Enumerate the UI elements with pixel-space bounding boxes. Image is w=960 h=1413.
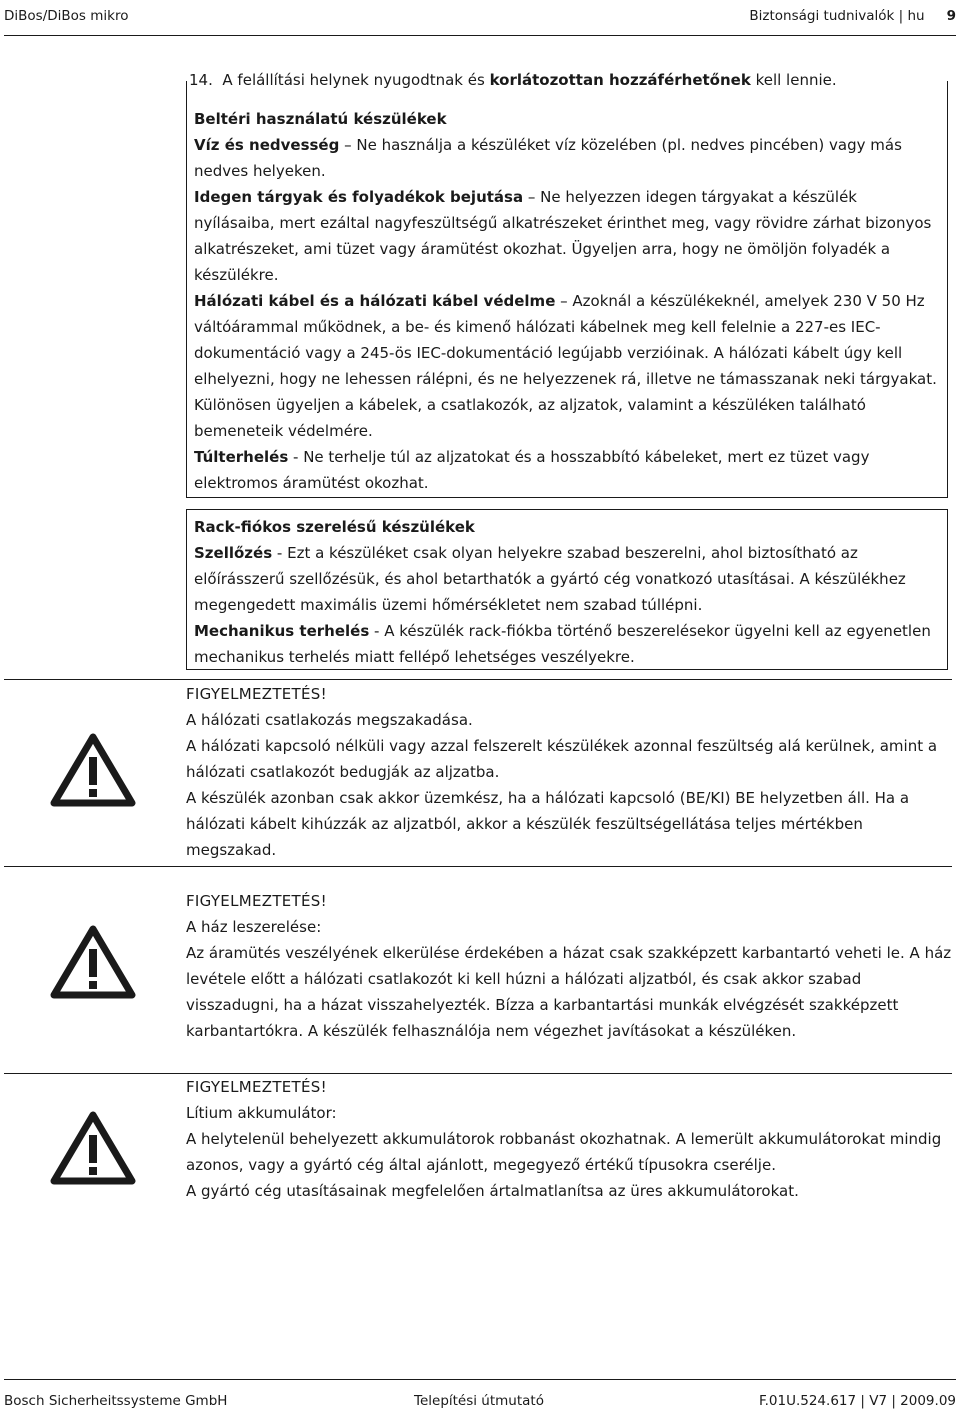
warning-line: Lítium akkumulátor: — [186, 1104, 337, 1122]
header-rule — [4, 35, 956, 36]
water-paragraph: Víz és nedvesség – Ne használja a készüléket víz közelében (pl. nedves pincében) vagy más nedves helyeken. — [194, 136, 902, 180]
warning-separator — [4, 679, 952, 680]
warning-line: A hálózati csatlakozás megszakadása. — [186, 711, 473, 729]
warning-line: A helytelenül behelyezett akkumulátorok robbanást okozhatnak. A lemerült akkumulátorokat mindig azonos, vagy a gyártó cég által ajánlott, megegyező értékű típusokra cserélje. — [186, 1130, 942, 1174]
indoor-heading: Beltéri használatú készülékek — [194, 110, 447, 128]
rack-heading: Rack-fiókos szerelésű készülékek — [194, 518, 475, 536]
power-cable-paragraph: Hálózati kábel és a hálózati kábel védelme – Azoknál a készülékeknél, amelyek 230 V 50 Hz váltóárammal működnek, a be- és kimenő hálózati kábelnek meg kell felelnie a 227-es IEC-dokumentáció vagy a 245-ös IEC-dokumentáció legújabb verzióinak. A hálózati kábelt úgy kell elhelyezni, hogy ne lehessen rálépni, és ne helyezzenek rá, illetve ne támasszanak neki tárgyakat. Különösen ügyeljen a kábelek, a csatlakozók, az aljzatok, valamint a készüléken található bemeneteik védelmére. — [194, 292, 937, 440]
item-text-post: kell lennie. — [750, 71, 837, 89]
footer-doc-title: Telepítési útmutató — [414, 1393, 544, 1409]
item-text-pre: A felállítási helynek nyugodtnak és — [222, 71, 490, 89]
warning-line: A hálózati kapcsoló nélküli vagy azzal felszerelt készülékek azonnal feszültség alá kerülnek, amint a hálózati csatlakozót bedugják az aljzatba. — [186, 737, 938, 781]
item-number: 14. — [189, 71, 213, 89]
section-label: Biztonsági tudnivalók | hu — [749, 8, 925, 24]
warning-block-1 — [186, 681, 956, 863]
warning-title: FIGYELMEZTETÉS! — [186, 685, 327, 703]
foreign-objects-paragraph: Idegen tárgyak és folyadékok bejutása – Ne helyezzen idegen tárgyakat a készülék nyílásaiba, mert ezáltal nagyfeszültségű alkatrészeket érinthet meg, vagy rövidre zárhat bizonyos alkatrészeket, ami tüzet vagy áramütést okozhat. Ügyeljen arra, hogy ne ömöljön folyadék a készülékre. — [194, 188, 932, 284]
warning-separator — [4, 866, 952, 867]
warning-triangle-icon — [50, 1111, 136, 1185]
footer-company: Bosch Sicherheitssysteme GmbH — [4, 1393, 228, 1409]
indoor-devices-box — [186, 81, 948, 498]
warning-line: A készülék azonban csak akkor üzemkész, ha a hálózati kapcsoló (BE/KI) BE helyzetben áll. Ha a hálózati kábelt kihúzzák az aljzatból, akkor a készülék feszültségellátása teljes mértékben megszakad. — [186, 789, 910, 859]
footer-doc-code: F.01U.524.617 | V7 | 2009.09 — [759, 1393, 956, 1409]
page-number: 9 — [946, 8, 956, 24]
overload-paragraph: Túlterhelés - Ne terhelje túl az aljzatokat és a hosszabbító kábeleket, mert ez tüzet vagy elektromos áramütést okozhat. — [194, 448, 870, 492]
item-text-bold: korlátozottan hozzáférhetőnek — [489, 71, 751, 89]
warning-title: FIGYELMEZTETÉS! — [186, 1078, 327, 1096]
rack-devices-box — [186, 509, 948, 670]
warning-line: A ház leszerelése: — [186, 918, 322, 936]
warning-block-2 — [186, 888, 956, 1044]
warning-line: Az áramütés veszélyének elkerülése érdekében a házat csak szakképzett karbantartó veheti le. A ház levétele előtt a hálózati csatlakozót ki kell húzni a hálózati aljzatból, és csak akkor szabad visszadugni, ha a házat visszahelyezték. Bízza a karbantartási munkák elvégzését szakképzett karbantartókra. A készülék felhasználója nem végezhet javításokat a készüléken. — [186, 944, 952, 1040]
section-title — [749, 8, 956, 24]
mechanical-load-paragraph: Mechanikus terhelés - A készülék rack-fiókba történő beszerelésekor ügyelni kell az egyenetlen mechanikus terhelés miatt fellépő lehetséges veszélyekre. — [194, 622, 931, 666]
warning-triangle-icon — [50, 733, 136, 807]
product-name: DiBos/DiBos mikro — [4, 8, 129, 24]
ventilation-paragraph: Szellőzés - Ezt a készüléket csak olyan helyekre szabad beszerelni, ahol biztosítható az előírásszerű szellőzésük, és ahol betarthatók a gyártó cég vonatkozó utasításai. A készülékhez megengedett maximális üzemi hőmérsékletet nem szabad túllépni. — [194, 544, 906, 614]
warning-line: A gyártó cég utasításainak megfelelően ártalmatlanítsa az üres akkumulátorokat. — [186, 1182, 799, 1200]
warning-triangle-icon — [50, 925, 136, 999]
warning-block-3 — [186, 1074, 956, 1204]
warning-title: FIGYELMEZTETÉS! — [186, 892, 327, 910]
footer-rule — [4, 1379, 956, 1380]
